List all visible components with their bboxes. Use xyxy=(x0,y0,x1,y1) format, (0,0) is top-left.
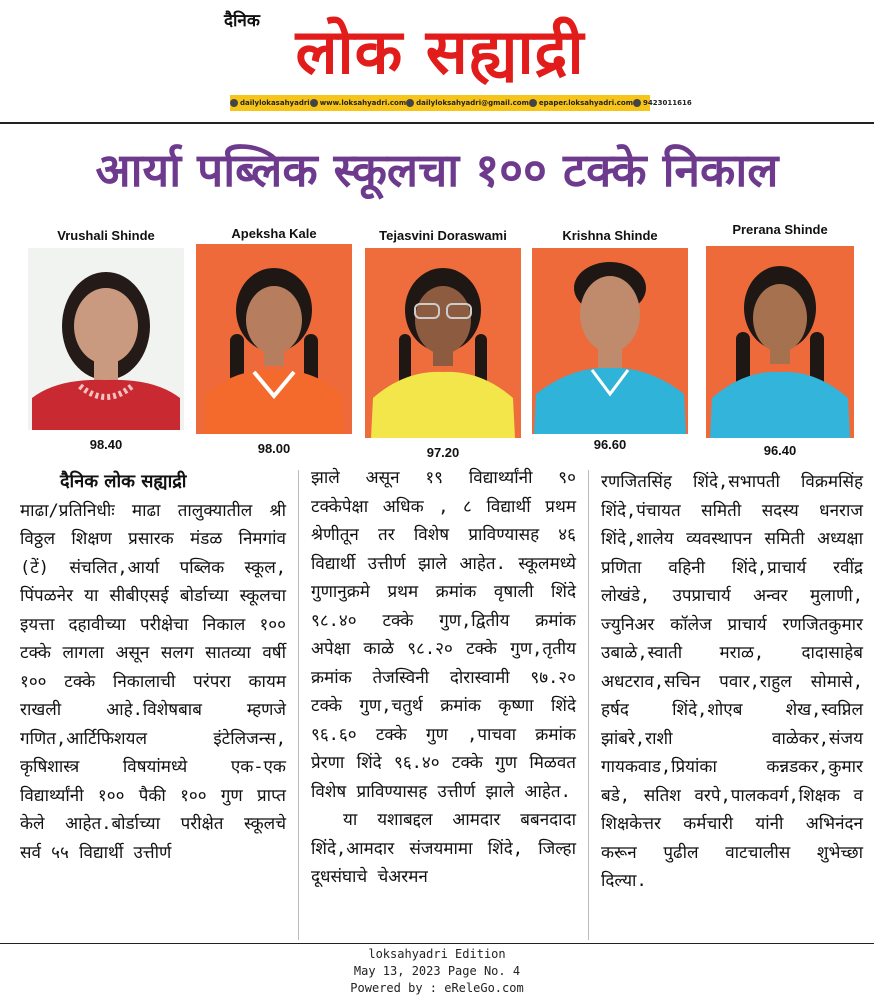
student-score: 96.60 xyxy=(593,437,627,452)
student-photo xyxy=(532,248,688,434)
footer-divider xyxy=(0,943,874,944)
whatsapp-icon xyxy=(633,99,641,107)
article-paragraph: या यशाबद्दल आमदार बबनदादा शिंदे,आमदार संजयमामा शिंदे, जिल्हा दूधसंघाचे चेअरमन xyxy=(311,810,576,887)
student-photo xyxy=(706,246,854,438)
column-divider xyxy=(588,470,589,940)
student-name: Vrushali Shinde xyxy=(57,228,155,243)
article-paragraph: माढा/प्रतिनिधीः माढा तालुक्यातील श्री विठ्ठल शिक्षण प्रसारक मंडळ निमगांव (टें) संचलित,आर्या पब्लिक स्कूल, पिंपळनेर या सीबीएसई बोर्डाच्या स्कूलचा इयत्ता दहावीच्या परीक्षेचा निकाल १०० टक्के लागला असून सलग सातव्या वर्षी १०० टक्के निकालाची परंपरा कायम राखली आहे.विशेषबाब म्हणजे गणित,आर्टिफिशयल इंटेलिजन्स, कृषिशास्त्र विषयांमध्ये एक-एक विद्यार्थ्यांनी १०० पैकी १०० गुण प्राप्त केले आहेत.बोर्डाच्या परीक्षेत स्कूलचे सर्व ५५ विद्यार्थी उत्तीर्ण xyxy=(20,500,286,863)
contact-epaper[interactable]: epaper.loksahyadri.com xyxy=(529,99,633,107)
student-score: 96.40 xyxy=(763,443,797,458)
student-photo xyxy=(365,248,521,438)
column-divider xyxy=(298,470,299,940)
student-name: Apeksha Kale xyxy=(231,226,317,241)
footer-date-page: May 13, 2023 Page No. 4 xyxy=(353,964,521,978)
student-name: Tejasvini Doraswami xyxy=(379,228,507,243)
student-card xyxy=(28,218,184,458)
facebook-icon xyxy=(230,99,238,107)
student-name: Prerana Shinde xyxy=(732,222,828,237)
student-photo xyxy=(28,248,184,430)
masthead-daily-label: दैनिक xyxy=(224,11,260,31)
article-byline: दैनिक लोक सह्याद्री xyxy=(60,471,187,492)
contact-facebook[interactable]: dailylokasahyadri xyxy=(230,99,310,107)
student-photo-strip xyxy=(0,218,874,458)
contact-email[interactable]: dailyloksahyadri@gmail.com xyxy=(406,99,529,107)
student-portrait-icon xyxy=(532,248,688,434)
student-portrait-icon xyxy=(28,248,184,430)
student-portrait-icon xyxy=(706,246,854,438)
page-footer xyxy=(0,946,874,997)
newspaper-logo-title: लोक सह्याद्री xyxy=(295,15,585,88)
contact-bar xyxy=(230,95,692,111)
contact-whatsapp[interactable]: 9423011616 xyxy=(633,99,692,107)
article-column-1 xyxy=(20,468,286,867)
student-score: 98.00 xyxy=(257,441,291,456)
article-paragraph: रणजितसिंह शिंदे,सभापती विक्रमसिंह शिंदे,पंचायत समिती सदस्य धनराज शिंदे,शालेय व्यवस्थापन समिती अध्यक्षा प्रणिता वहिनी शिंदे,प्राचार्य रवींद्र लोखंडे, उपप्राचार्य अन्वर मुलाणी, ज्युनिअर कॉलेज प्राचार्य रणजितकुमार उबाळे,स्वाती मराळ, दादासाहेब अधटराव,सचिन पवार,राहुल सोमासे, हर्षद शिंदे,शोएब शेख,स्वप्निल झांबरे,राशी वाळेकर,संजय गायकवाड,प्रियांका कन्नडकर,कुमार बडे, सतिश वरपे,पालकवर्ग,शिक्षक व शिक्षकेत्तर कर्मचारी यांनी अभिनंदन करून पुढील वाटचालीस शुभेच्छा दिल्या. xyxy=(601,472,863,891)
masthead xyxy=(0,0,874,120)
footer-powered-by[interactable]: Powered by : eReleGo.com xyxy=(350,981,524,995)
footer-edition: loksahyadri Edition xyxy=(368,947,506,961)
article-column-2 xyxy=(311,464,576,892)
student-portrait-icon xyxy=(196,244,352,434)
article-paragraph: झाले असून १९ विद्यार्थ्यांनी ९० टक्केपेक्षा अधिक , ८ विद्यार्थी प्रथम श्रेणीतून तर विशेष प्राविण्यासह ४६ विद्यार्थी उत्तीर्ण झाले आहेत. स्कूलमध्ये गुणानुक्रमे प्रथम क्रमांक वृषाली शिंदे ९८.४० टक्के गुण,द्वितीय क्रमांक अपेक्षा काळे ९८.२० टक्के गुण,तृतीय क्रमांक तेजस्विनी दोरास्वामी ९७.२० टक्के गुण,चतुर्थ क्रमांक कृष्णा शिंदे ९६.६० टक्के गुण ,पाचवा क्रमांक प्रेरणा शिंदे ९६.४० टक्के गुण मिळवत विशेष प्राविण्यासह उत्तीर्ण झाले आहेत. xyxy=(311,468,576,802)
student-card xyxy=(365,218,521,458)
student-photo xyxy=(196,244,352,434)
article-headline: आर्या पब्लिक स्कूलचा १०० टक्के निकाल xyxy=(95,143,779,197)
student-score: 97.20 xyxy=(426,445,460,460)
masthead-divider xyxy=(0,122,874,124)
epaper-icon xyxy=(529,99,537,107)
student-card xyxy=(532,218,688,458)
mail-icon xyxy=(406,99,414,107)
article-column-3 xyxy=(601,468,863,896)
contact-website[interactable]: www.loksahyadri.com xyxy=(310,99,406,107)
student-card xyxy=(196,218,352,458)
student-portrait-icon xyxy=(365,248,521,438)
student-name: Krishna Shinde xyxy=(562,228,658,243)
web-icon xyxy=(310,99,318,107)
student-score: 98.40 xyxy=(89,437,123,452)
student-card xyxy=(706,218,854,458)
